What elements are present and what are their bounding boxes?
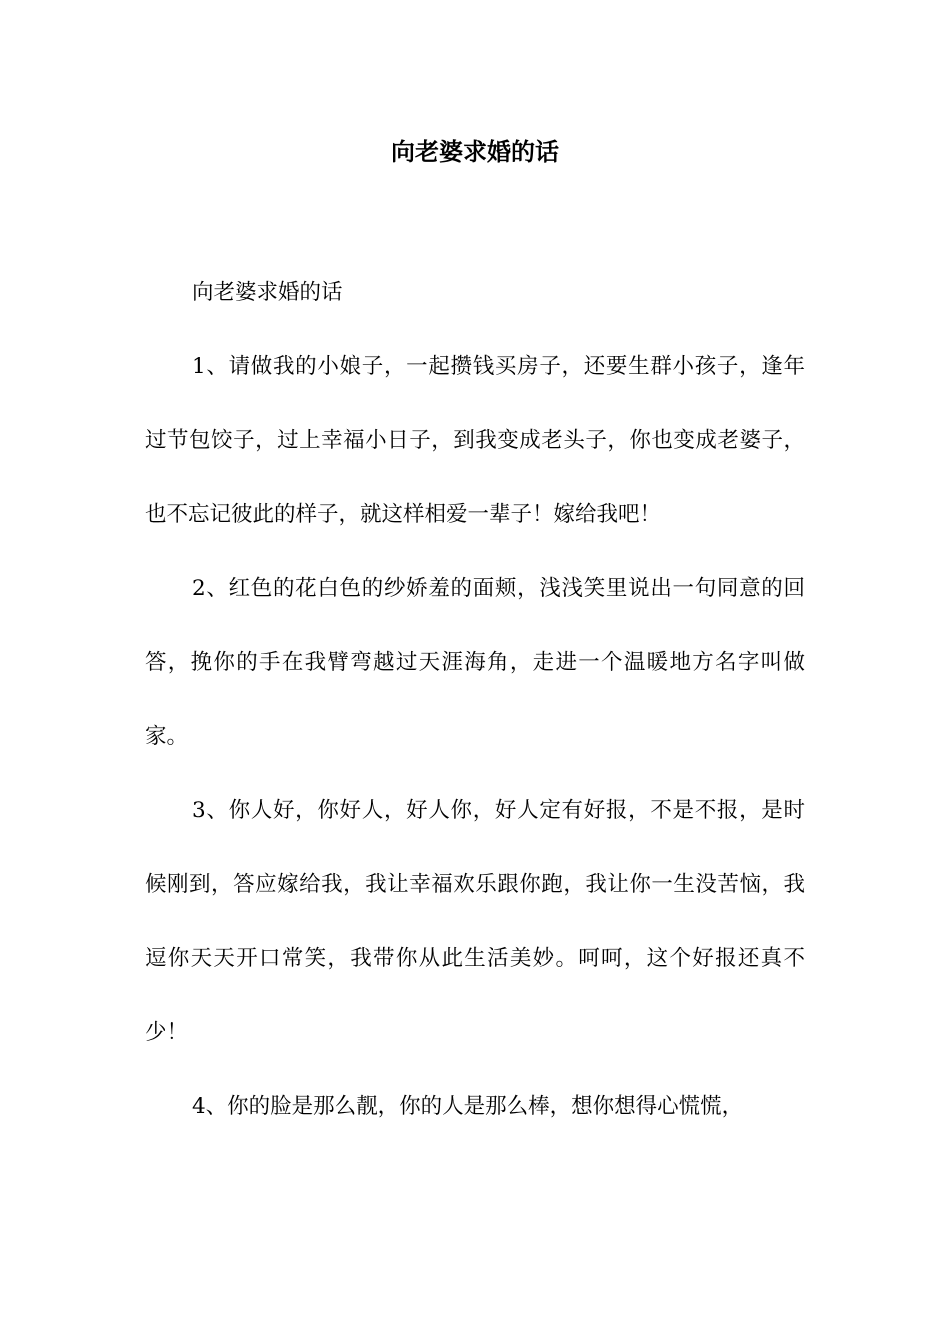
paragraph-4: 4、你的脸是那么靓，你的人是那么棒，想你想得心慌慌， [192, 1094, 744, 1119]
document-title: 向老婆求婚的话 [391, 137, 559, 166]
paragraph-3: 3、你人好，你好人，好人你，好人定有好报，不是不报，是时候刚到，答应嫁给我，我让幸福欢乐跟你跑，我让你一生没苦恼，我逗你天天开口常笑，我带你从此生活美妙。呵呵，这个好报还真不少！ [145, 798, 805, 1045]
paragraph-2: 2、红色的花白色的纱娇羞的面颊，浅浅笑里说出一句同意的回答，挽你的手在我臂弯越过天涯海角，走进一个温暖地方名字叫做家。 [145, 576, 805, 749]
document-body [145, 256, 805, 1144]
paragraph-1: 1、请做我的小娘子，一起攒钱买房子，还要生群小孩子，逢年过节包饺子，过上幸福小日子，到我变成老头子，你也变成老婆子，也不忘记彼此的样子，就这样相爱一辈子！嫁给我吧！ [145, 354, 805, 527]
paragraph-heading: 向老婆求婚的话 [192, 280, 343, 305]
